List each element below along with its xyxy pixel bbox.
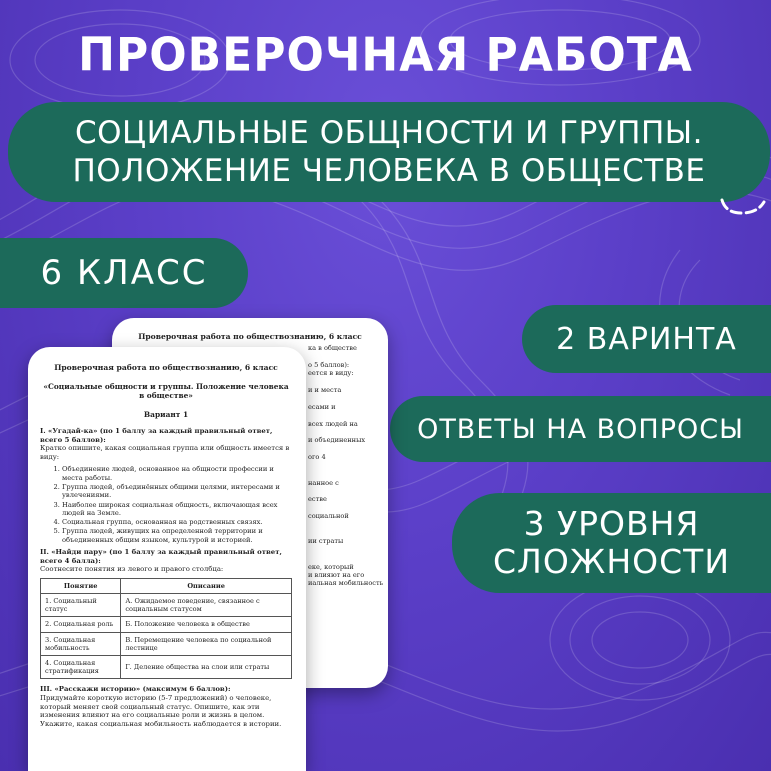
list-item: 4. Социальная группа, основанная на родственных связях. — [62, 518, 292, 526]
front-doc-variant: Вариант 1 — [143, 410, 189, 419]
table-row — [41, 617, 292, 632]
topic-banner — [8, 102, 770, 202]
back-fragment — [308, 487, 388, 495]
grade-badge: 6 КЛАСС — [0, 238, 248, 308]
back-fragment — [308, 470, 388, 478]
back-fragment: всех людей на — [308, 419, 358, 428]
table-header: Понятие — [41, 578, 121, 593]
section-3-title: III. «Расскажи историю» (максимум 6 баллов): — [40, 685, 231, 694]
front-doc-header: Проверочная работа по обществознанию, 6 класс — [54, 363, 278, 372]
back-fragment: еке, который — [308, 562, 354, 571]
back-fragment — [308, 394, 388, 402]
back-fragment: ого 4 — [308, 453, 326, 462]
back-fragment: иальная мобильность — [308, 579, 384, 588]
variants-badge: 2 ВАРИНТА — [522, 305, 771, 373]
main-title: ПРОВЕРОЧНАЯ РАБОТА — [78, 28, 693, 83]
list-item: 5. Группа людей, живущих на определенной территории и объединенных общим языком, культурой и историей. — [62, 527, 292, 544]
back-fragment — [308, 411, 388, 419]
table-cell: 3. Социальная мобильность — [41, 632, 121, 655]
section-3-text: Придумайте короткую историю (5-7 предложений) о человеке, который меняет свой социальный статус. Опишите, как эти изменения влияют на его социальные роли и жизнь в целом. Укажите, какая социальная мобильность наблюдается в истории. — [40, 694, 282, 728]
front-doc-subtitle: «Социальные общности и группы. Положение человека в обществе» — [43, 382, 289, 400]
matching-table — [40, 578, 292, 680]
answers-badge: ОТВЕТЫ НА ВОПРОСЫ — [390, 396, 771, 462]
table-cell: 2. Социальная роль — [41, 617, 121, 632]
table-cell: Г. Деление общества на слои или страты — [121, 656, 292, 679]
section-2-text: Соотнесите понятия из левого и правого столбца: — [40, 565, 224, 574]
table-cell: А. Ожидаемое поведение, связанное с социальным статусом — [121, 594, 292, 617]
list-item: 3. Наиболее широкая социальная общность, включающая всех людей на Земле. — [62, 501, 292, 518]
decorative-arc-icon — [718, 196, 768, 218]
list-item: 1. Объединение людей, основанное на общности профессии и места работы. — [62, 465, 292, 482]
back-fragment: естве — [308, 495, 327, 504]
back-fragment — [308, 428, 388, 436]
back-fragment — [308, 529, 388, 537]
back-fragment: есами и — [308, 402, 336, 411]
table-cell: 4. Социальная стратификация — [41, 656, 121, 679]
table-row — [41, 594, 292, 617]
back-fragment: ка в обществе — [308, 344, 357, 352]
back-fragment — [308, 445, 388, 453]
back-doc-fragments — [308, 332, 388, 588]
topic-line-2: ПОЛОЖЕНИЕ ЧЕЛОВЕКА В ОБЩЕСТВЕ — [72, 153, 706, 189]
back-doc-header: Проверочная работа по обществознанию, 6 класс — [138, 332, 362, 341]
back-fragment: и влияют на его — [308, 570, 365, 579]
back-fragment — [308, 554, 388, 562]
back-fragment — [308, 462, 388, 470]
levels-line-2: СЛОЖНОСТИ — [492, 542, 731, 581]
table-row — [41, 656, 292, 679]
back-fragment: и и места — [308, 386, 342, 395]
back-fragment — [308, 521, 388, 529]
topic-line-1: СОЦИАЛЬНЫЕ ОБЩНОСТИ И ГРУППЫ. — [75, 115, 703, 151]
back-fragment — [308, 504, 388, 512]
table-cell: Б. Положение человека в обществе — [121, 617, 292, 632]
section-1-list — [40, 465, 292, 544]
section-1-text: Кратко опишите, какая социальная группа или общность имеется в виду: — [40, 444, 290, 461]
back-fragment — [308, 378, 388, 386]
table-cell: В. Перемещение человека по социальной лестнице — [121, 632, 292, 655]
table-cell: 1. Социальный статус — [41, 594, 121, 617]
back-fragment: социальной — [308, 512, 349, 521]
section-1-title: I. «Угадай-ка» (по 1 баллу за каждый правильный ответ, всего 5 баллов): — [40, 427, 273, 444]
back-fragment: нанное с — [308, 478, 339, 487]
back-fragment: о 5 баллов): — [308, 360, 350, 369]
table-header: Описание — [121, 578, 292, 593]
levels-badge — [452, 493, 771, 593]
document-page-front — [28, 347, 306, 771]
section-2-title: II. «Найди пару» (по 1 баллу за каждый правильный ответ, всего 4 балла): — [40, 548, 282, 565]
back-fragment: еется в виду: — [308, 369, 354, 378]
table-header-row — [41, 578, 292, 593]
back-fragment: и объединенных — [308, 436, 366, 445]
table-row — [41, 632, 292, 655]
back-fragment — [308, 546, 388, 554]
levels-line-1: 3 УРОВНЯ — [523, 504, 700, 543]
back-fragment: ии страты — [308, 537, 344, 546]
back-fragment — [308, 352, 388, 360]
list-item: 2. Группа людей, объединённых общими целями, интересами и увлечениями. — [62, 483, 292, 500]
